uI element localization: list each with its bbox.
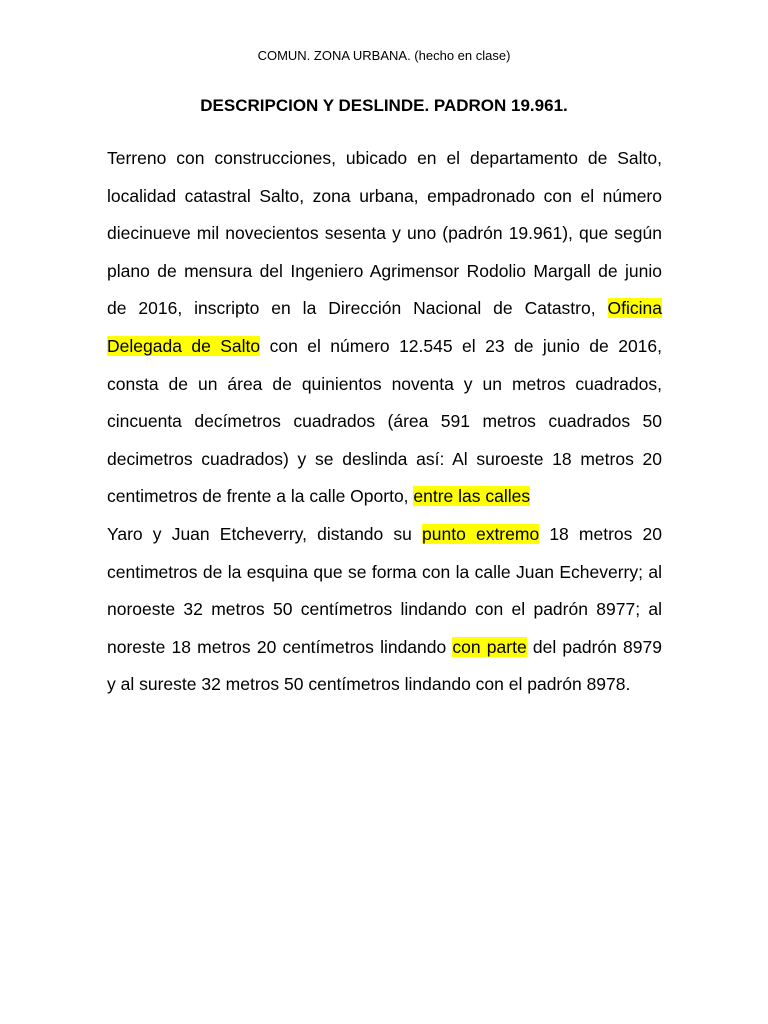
highlight-entre-las-calles: entre las calles xyxy=(413,486,531,507)
document-header: COMUN. ZONA URBANA. (hecho en clase) xyxy=(257,48,511,63)
document-title: DESCRIPCION Y DESLINDE. PADRON 19.961. xyxy=(200,96,568,115)
highlight-con-parte: con parte xyxy=(452,636,527,657)
paragraph-2-text-2: 18 metros 20 centimetros de la esquina que se forma con la calle Juan Echeverry; al noroeste 32 metros 50 centímetros lindando con el padrón 8977; al noreste 18 metros 20 centímetros lindando xyxy=(107,523,663,657)
paragraph-2-text-3: del padrón 8979 y al sureste 32 metros 50 centímetros lindando con el padrón 8978. xyxy=(107,636,662,695)
paragraph-1-text-2: con el número 12.545 el 23 de junio de 2016, consta de un área de quinientos noventa y un metros cuadrados, cincuenta decímetros cuadrados (área 591 metros cuadrados 50 decimetros cuadrados) y se deslinda así: Al suroeste 18 metros 20 centimetros de frente a la calle Oporto, xyxy=(107,335,662,507)
paragraph-2-text-1: Yaro y Juan Etcheverry, distando su xyxy=(107,523,423,544)
document-body xyxy=(107,140,662,704)
highlight-punto-extremo: punto extremo xyxy=(422,523,540,544)
paragraph-1 xyxy=(107,140,662,516)
paragraph-2 xyxy=(107,516,662,704)
paragraph-1-text-1: Terreno con construcciones, ubicado en el departamento de Salto, localidad catastral Salto, zona urbana, empadronado con el número diecinueve mil novecientos sesenta y uno (padrón 19.961), que según plano de mensura del Ingeniero Agrimensor Rodolio Margall de junio de 2016, inscripto en la Dirección Nacional de Catastro, xyxy=(107,148,662,319)
highlight-oficina-delegada: Oficina Delegada de Salto xyxy=(107,298,662,356)
